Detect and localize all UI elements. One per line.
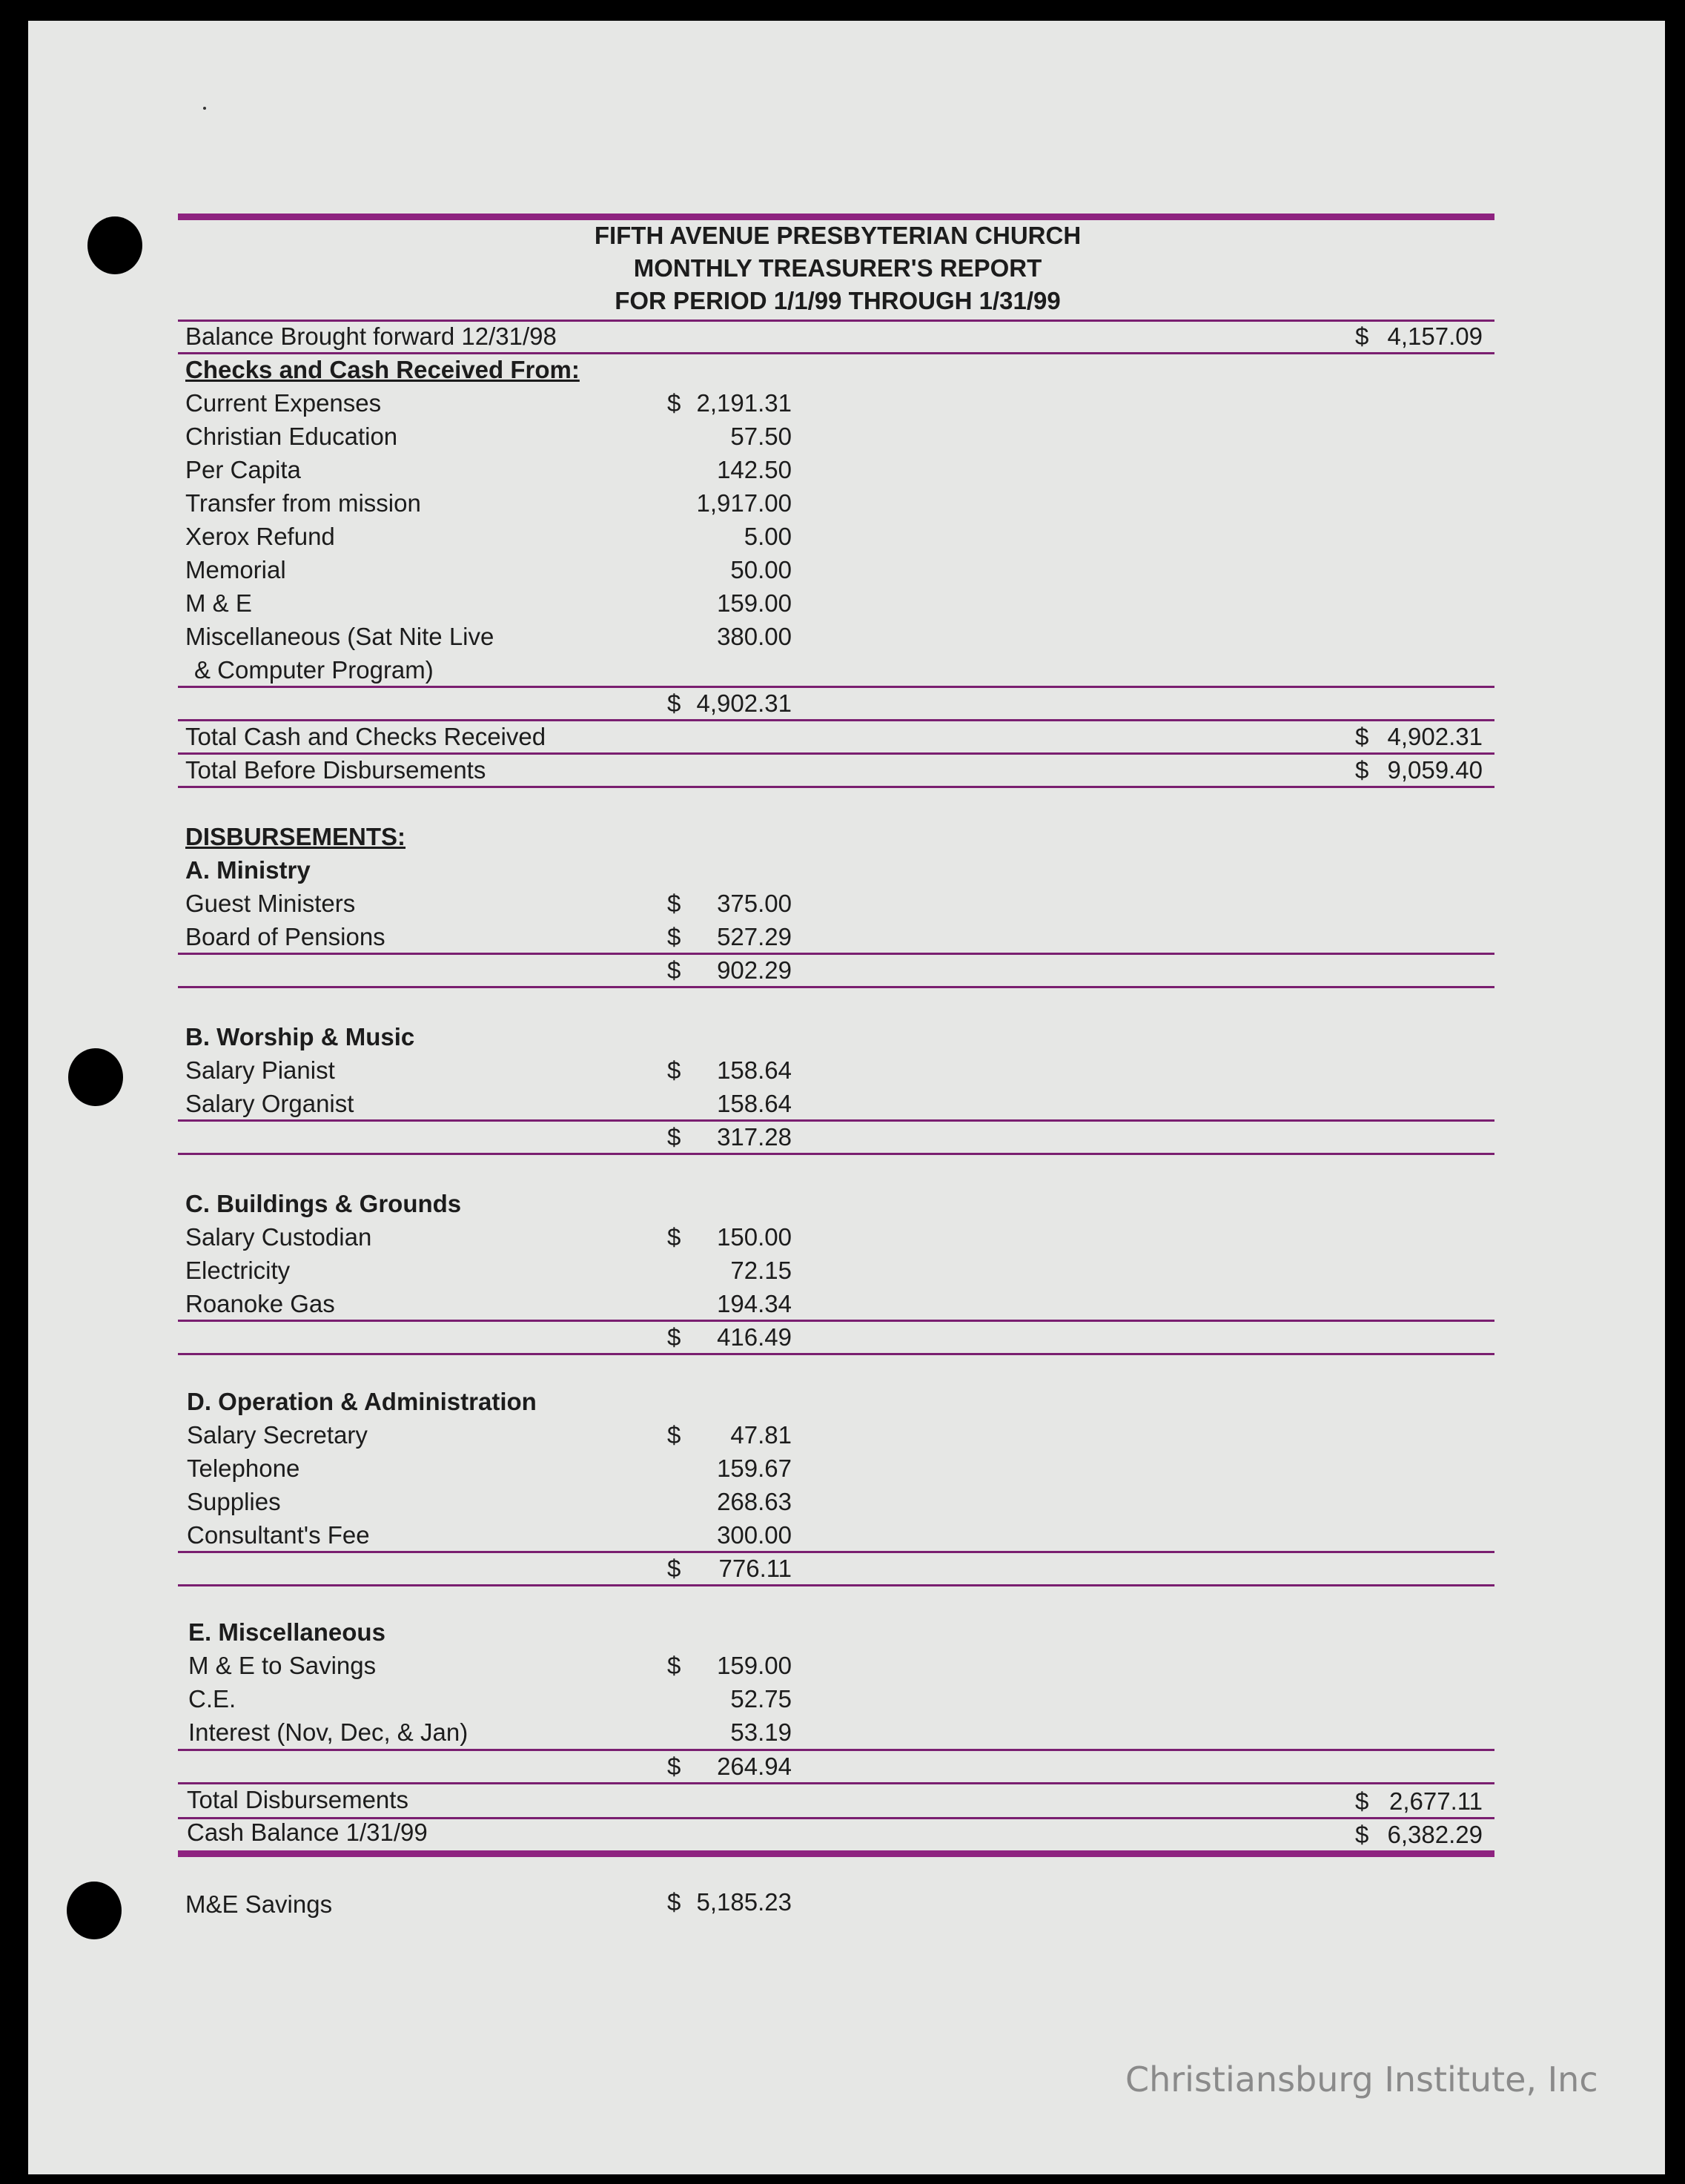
divider <box>178 1584 1494 1586</box>
section-subtotal: 776.11 <box>718 1555 792 1582</box>
receipt-label: Current Expenses <box>185 389 382 417</box>
expense-label: Telephone <box>187 1455 300 1482</box>
report-title: MONTHLY TREASURER'S REPORT <box>633 254 1042 282</box>
divider <box>178 1153 1494 1155</box>
divider <box>178 1749 1494 1751</box>
expense-label: Interest (Nov, Dec, & Jan) <box>188 1718 469 1746</box>
savings-label: M&E Savings <box>185 1890 333 1918</box>
section-subtotal: 317.28 <box>717 1123 792 1151</box>
divider <box>178 1320 1494 1322</box>
total-received-label: Total Cash and Checks Received <box>185 723 546 750</box>
currency-sign: $ <box>667 1888 681 1916</box>
currency-sign: $ <box>667 923 681 950</box>
punch-hole-top <box>87 216 142 274</box>
section-title: D. Operation & Administration <box>187 1388 537 1415</box>
currency-sign: $ <box>667 689 681 717</box>
section-subtotal: 416.49 <box>717 1323 792 1351</box>
punch-hole-middle <box>68 1048 123 1106</box>
expense-amount: 52.75 <box>730 1685 792 1713</box>
currency-sign: $ <box>667 1323 681 1351</box>
expense-label: Salary Pianist <box>185 1056 335 1084</box>
section-title: E. Miscellaneous <box>188 1618 385 1646</box>
watermark: Christiansburg Institute, Inc <box>1125 2059 1598 2099</box>
currency-sign: $ <box>667 1056 681 1084</box>
expense-label: Salary Custodian <box>185 1223 372 1251</box>
currency-sign: $ <box>1355 723 1369 750</box>
receipt-amount: 380.00 <box>717 623 792 650</box>
divider <box>178 1353 1494 1355</box>
expense-amount: 47.81 <box>730 1421 792 1449</box>
speck <box>203 107 206 110</box>
receipt-amount: 57.50 <box>730 423 792 450</box>
expense-label: Electricity <box>185 1257 291 1284</box>
expense-amount: 158.64 <box>717 1056 792 1084</box>
expense-amount: 150.00 <box>717 1223 792 1251</box>
expense-label: M & E to Savings <box>188 1652 377 1679</box>
total-disbursements-amount: 2,677.11 <box>1388 1787 1483 1815</box>
divider <box>178 686 1494 688</box>
total-before-label: Total Before Disbursements <box>185 756 486 784</box>
receipt-label-continued: & Computer Program) <box>194 656 434 684</box>
receipt-amount: 50.00 <box>730 556 792 583</box>
currency-sign: $ <box>667 1555 681 1582</box>
receipt-label: Miscellaneous (Sat Nite Live <box>185 623 494 650</box>
expense-amount: 268.63 <box>717 1488 792 1515</box>
expense-label: Salary Secretary <box>187 1421 368 1449</box>
expense-amount: 527.29 <box>717 923 792 950</box>
receipt-label: Memorial <box>185 556 286 583</box>
currency-sign: $ <box>667 1223 681 1251</box>
bottom-rule <box>178 1850 1494 1857</box>
expense-label: Roanoke Gas <box>185 1290 335 1317</box>
total-before-amount: 9,059.40 <box>1387 756 1483 784</box>
currency-sign: $ <box>667 956 681 984</box>
disbursements-heading: DISBURSEMENTS: <box>185 823 406 850</box>
currency-sign: $ <box>667 389 681 417</box>
receipt-label: Transfer from mission <box>185 489 421 517</box>
receipt-label: M & E <box>185 589 252 617</box>
receipt-amount: 142.50 <box>717 456 792 483</box>
expense-label: Guest Ministers <box>185 890 356 917</box>
currency-sign: $ <box>1355 1787 1369 1815</box>
expense-amount: 53.19 <box>730 1718 792 1746</box>
expense-amount: 72.15 <box>730 1257 792 1284</box>
divider <box>178 719 1494 721</box>
divider <box>178 1119 1494 1122</box>
receipts-heading: Checks and Cash Received From: <box>185 356 580 383</box>
receipt-label: Per Capita <box>185 456 301 483</box>
punch-hole-bottom <box>67 1882 122 1939</box>
section-title: A. Ministry <box>185 856 311 884</box>
currency-sign: $ <box>1355 756 1369 784</box>
divider <box>178 752 1494 755</box>
cash-balance-amount: 6,382.29 <box>1387 1821 1483 1848</box>
balance-forward-label: Balance Brought forward 12/31/98 <box>185 322 557 350</box>
cash-balance-label: Cash Balance 1/31/99 <box>187 1819 428 1846</box>
section-subtotal: 902.29 <box>717 956 792 984</box>
expense-label: C.E. <box>188 1685 236 1713</box>
divider <box>178 953 1494 955</box>
section-subtotal: 264.94 <box>717 1753 792 1780</box>
receipt-label: Christian Education <box>185 423 398 450</box>
expense-amount: 375.00 <box>717 890 792 917</box>
receipt-amount: 1,917.00 <box>696 489 792 517</box>
expense-label: Salary Organist <box>185 1090 354 1117</box>
section-title: B. Worship & Music <box>185 1023 415 1050</box>
receipts-subtotal: 4,902.31 <box>696 689 792 717</box>
currency-sign: $ <box>667 1123 681 1151</box>
balance-forward-amount: 4,157.09 <box>1387 322 1483 350</box>
divider <box>178 1551 1494 1553</box>
currency-sign: $ <box>667 890 681 917</box>
expense-amount: 159.67 <box>717 1455 792 1482</box>
savings-amount: 5,185.23 <box>696 1888 792 1916</box>
expense-label: Consultant's Fee <box>187 1521 370 1549</box>
church-name: FIFTH AVENUE PRESBYTERIAN CHURCH <box>594 222 1082 249</box>
receipt-label: Xerox Refund <box>185 523 335 550</box>
currency-sign: $ <box>1355 1821 1369 1848</box>
currency-sign: $ <box>667 1753 681 1780</box>
receipt-amount: 2,191.31 <box>696 389 792 417</box>
expense-amount: 300.00 <box>717 1521 792 1549</box>
expense-amount: 159.00 <box>717 1652 792 1679</box>
currency-sign: $ <box>1355 322 1369 350</box>
expense-amount: 194.34 <box>717 1290 792 1317</box>
receipt-amount: 159.00 <box>717 589 792 617</box>
total-disbursements-label: Total Disbursements <box>187 1786 408 1813</box>
currency-sign: $ <box>667 1652 681 1679</box>
receipt-amount: 5.00 <box>744 523 792 550</box>
report-period: FOR PERIOD 1/1/99 THROUGH 1/31/99 <box>615 287 1061 314</box>
divider <box>178 1782 1494 1784</box>
expense-amount: 158.64 <box>717 1090 792 1117</box>
expense-label: Supplies <box>187 1488 281 1515</box>
expense-label: Board of Pensions <box>185 923 385 950</box>
total-received-amount: 4,902.31 <box>1387 723 1483 750</box>
section-title: C. Buildings & Grounds <box>185 1190 462 1217</box>
currency-sign: $ <box>667 1421 681 1449</box>
divider <box>178 986 1494 988</box>
divider <box>178 352 1494 354</box>
divider <box>178 786 1494 788</box>
